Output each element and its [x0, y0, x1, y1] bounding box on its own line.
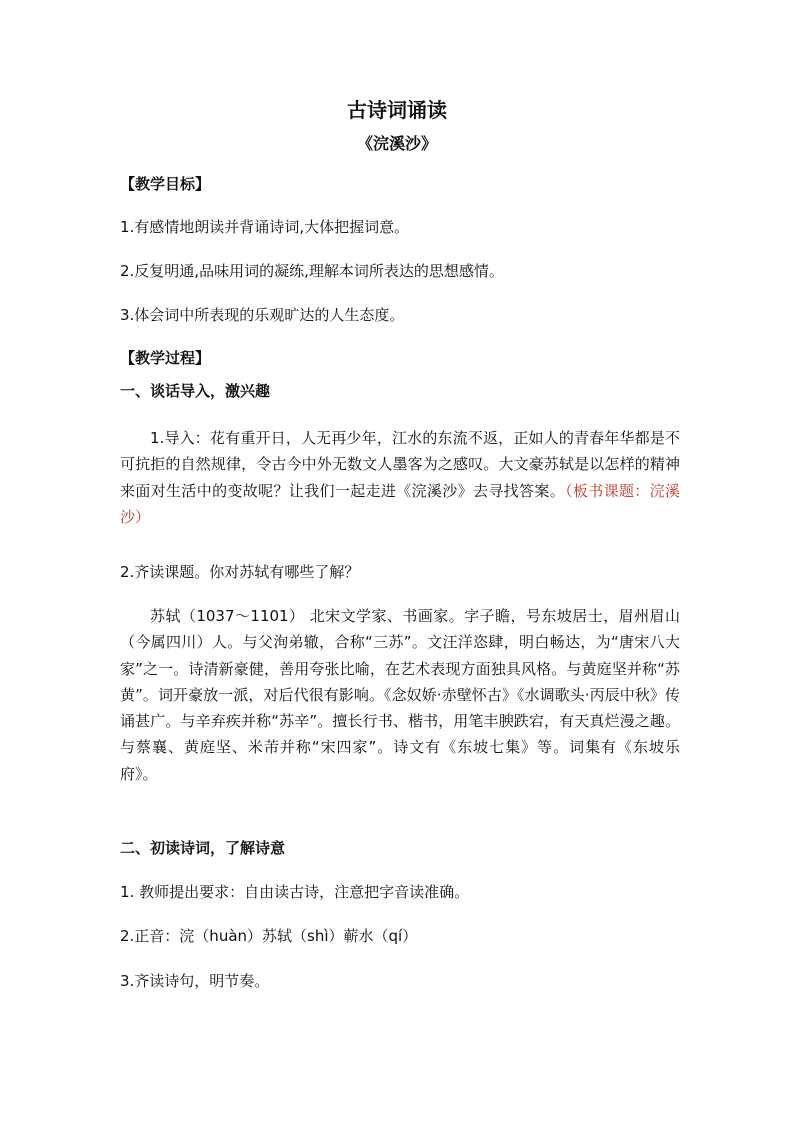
- intro-text: 1.导入：花有重开日，人无再少年，江水的东流不返，正如人的青春年华都是不可抗拒的自然规律，令古今中外无数文人墨客为之感叹。大文豪苏轼是以怎样的精神来面对生活中的变故呢？让我们一起走进《浣溪沙》去寻找答案。: [120, 429, 680, 500]
- document-title: 古诗词诵读: [347, 98, 447, 122]
- goal-item-1: 1.有感情地朗读并背诵诗词,大体把握词意。: [120, 218, 410, 236]
- goal-item-2: 2.反复明通,品味用词的凝练,理解本词所表达的思想感情。: [120, 262, 504, 280]
- teaching-goals-heading: 【教学目标】: [120, 175, 211, 193]
- intro-paragraph: [120, 425, 680, 530]
- teaching-process-heading: 【教学过程】: [120, 349, 211, 367]
- part2-item-3: 3.齐读诗句，明节奏。: [120, 972, 270, 990]
- part1-heading: 一、谈话导入，激兴趣: [120, 382, 271, 400]
- part2-heading: 二、初读诗词，了解诗意: [120, 839, 286, 857]
- intro-blackboard-note: （板书课题：浣溪沙）: [120, 481, 680, 526]
- goal-item-3: 3.体会词中所表现的乐观旷达的人生态度。: [120, 306, 405, 324]
- part2-item-2: 2.正音：浣（huàn）苏轼（shì）蕲水（qí）: [120, 927, 418, 945]
- su-shi-bio-paragraph: 苏轼（1037～1101） 北宋文学家、书画家。字子瞻，号东坡居士，眉州眉山（今属四川）人。与父洵弟辙，合称“三苏”。文汪洋恣肆，明白畅达，为“唐宋八大家”之一。诗清新豪健，善用夸张比喻，在艺术表现方面独具风格。与黄庭坚并称“苏黄”。词开豪放一派，对后代很有影响。《念奴娇·赤壁怀古》《水调歌头·丙辰中秋》传诵甚广。与辛弃疾并称“苏辛”。擅长行书、楷书，用笔丰腴跌宕，有天真烂漫之趣。与蔡襄、黄庭坚、米芾并称“宋四家”。诗文有《东坡七集》等。词集有《东坡乐府》。: [120, 607, 680, 783]
- process-item-2: 2.齐读课题。你对苏轼有哪些了解？: [120, 563, 360, 581]
- part2-item-1: 1. 教师提出要求：自由读古诗，注意把字音读准确。: [120, 883, 470, 901]
- document-subtitle: 《浣溪沙》: [356, 134, 437, 153]
